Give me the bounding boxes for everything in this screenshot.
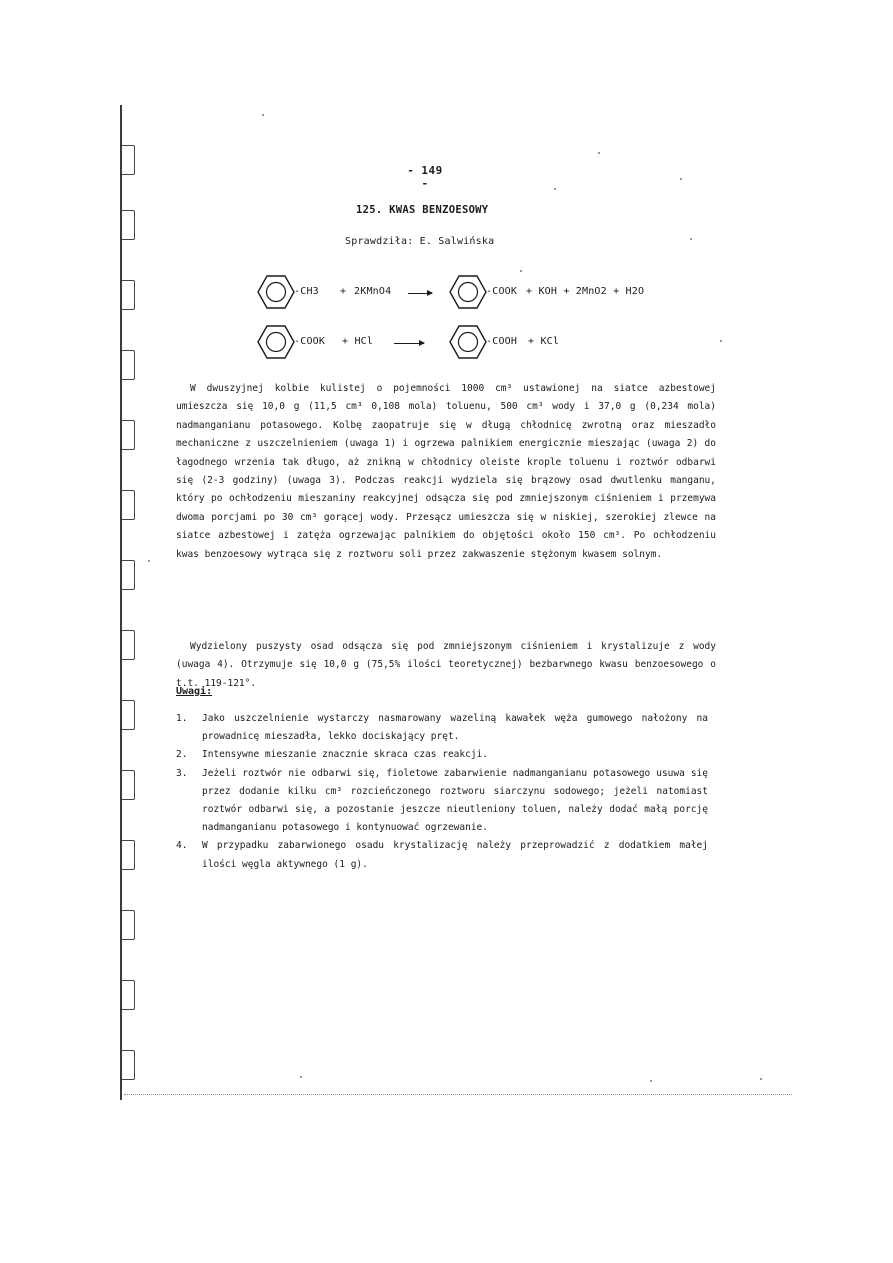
- product-cook: -COOK: [486, 286, 518, 297]
- binding-ring: [122, 350, 135, 380]
- binding-ring: [122, 1050, 135, 1080]
- note-number: 1.: [176, 713, 188, 724]
- paragraph-text: Wydzielony puszysty osad odsącza się pod zmniejszonym ciśnieniem i krystalizuje z wody (uwaga 4). Otrzymuje się 10,0 g (75,5% ilości teoretycznej) bezbarwnego kwasu benzoesowego o t.t. 119-121°.: [176, 641, 716, 689]
- binding-ring: [122, 630, 135, 660]
- benzene-ring-icon: [256, 272, 296, 312]
- binding-ring: [122, 210, 135, 240]
- checked-by-line: Sprawdziła: E. Salwińska: [345, 236, 495, 247]
- binding-ring: [122, 560, 135, 590]
- procedure-paragraph-2: [176, 638, 716, 693]
- note-item: [176, 837, 708, 873]
- note-number: 4.: [176, 840, 188, 852]
- note-number: 3.: [176, 767, 188, 779]
- section-title: 125. KWAS BENZOESOWY: [356, 204, 489, 216]
- product-cooh: -COOH: [486, 336, 518, 347]
- note-text: Intensywne mieszanie znacznie skraca czas reakcji.: [202, 749, 488, 761]
- reagent-kmno4: 2KMnO4: [354, 286, 392, 297]
- binding-ring: [122, 145, 135, 175]
- binding-ring: [122, 280, 135, 310]
- methyl-group: -CH3: [294, 286, 319, 297]
- benzene-ring-icon: [448, 272, 488, 312]
- byproduct-kcl: + KCl: [528, 336, 560, 347]
- plus-sign: +: [340, 286, 347, 297]
- note-text: W przypadku zabarwionego osadu krystalizację należy przeprowadzić z dodatkiem małej ilości węgla aktywnego (1 g).: [202, 840, 708, 870]
- bottom-rule: [124, 1094, 792, 1096]
- note-item: [176, 765, 708, 838]
- notes-list: [176, 710, 708, 874]
- benzene-ring-icon: [448, 322, 488, 362]
- note-item: [176, 746, 708, 764]
- binding-spine: [120, 105, 122, 1100]
- note-number: 2.: [176, 749, 188, 761]
- procedure-paragraph-1: [176, 380, 716, 564]
- reaction-scheme-1: [256, 272, 716, 310]
- binding-ring: [122, 980, 135, 1010]
- binding-ring: [122, 490, 135, 520]
- binding-ring: [122, 910, 135, 940]
- reaction-arrow-icon: [408, 293, 432, 294]
- benzene-ring-icon: [256, 322, 296, 362]
- note-text: Jako uszczelnienie wystarczy nasmarowany wazeliną kawałek węża gumowego nałożony na prowadnicę mieszadła, lekko dociskający pręt.: [202, 713, 708, 743]
- note-item: [176, 710, 708, 746]
- notes-heading: Uwagi:: [176, 686, 213, 697]
- reaction-scheme-2: [256, 322, 716, 360]
- reaction-arrow-icon: [394, 343, 424, 344]
- binding-ring: [122, 770, 135, 800]
- reagent-hcl: + HCl: [342, 336, 374, 347]
- paragraph-text: W dwuszyjnej kolbie kulistej o pojemności 1000 cm³ ustawionej na siatce azbestowej umieszcza się 10,0 g (11,5 cm³ 0,108 mola) toluenu, 500 cm³ wody i 37,0 g (0,234 mola) nadmanganianu potasowego. Kolbę zaopatruje się w długą chłodnicę zwrotną oraz mieszadło mechaniczne z uszczelnieniem (uwaga 1) i ogrzewa palnikiem energicznie mieszając (uwaga 2) do łagodnego wrzenia tak długo, aż znikną w chłodnicy oleiste krople toluenu i roztwór odbarwi się (2-3 godziny) (uwaga 3). Podczas reakcji wydziela się brązowy osad dwutlenku manganu, który po ochłodzeniu mieszaniny reakcyjnej odsącza się pod zmniejszonym ciśnieniem i przemywa dwoma porcjami po 30 cm³ gorącej wody. Przesącz umieszcza się w niskiej, szerokiej zlewce na siatce azbestowej i zatęża ogrzewając palnikiem do objętości około 150 cm³. Po ochłodzeniu kwas benzoesowy wytrąca się z roztworu soli przez zakwaszenie stężonym kwasem solnym.: [176, 383, 716, 560]
- binding-ring: [122, 840, 135, 870]
- byproducts: + KOH + 2MnO2 + H2O: [526, 286, 645, 297]
- binding-ring: [122, 420, 135, 450]
- binding-ring: [122, 700, 135, 730]
- spiral-binding: [112, 105, 138, 1100]
- reactant-cook: -COOK: [294, 336, 326, 347]
- page-number: - 149 -: [407, 164, 443, 190]
- note-text: Jeżeli roztwór nie odbarwi się, fioletowe zabarwienie nadmanganianu potasowego usuwa się przez dodanie kilku cm³ rozcieńczonego roztworu siarczynu sodowego; jeżeli natomiast roztwór odbarwi się, a pozostanie jeszcze nieutleniony toluen, należy dodać małą porcję nadmanganianu potasowego i kontynuować ogrzewanie.: [202, 767, 708, 834]
